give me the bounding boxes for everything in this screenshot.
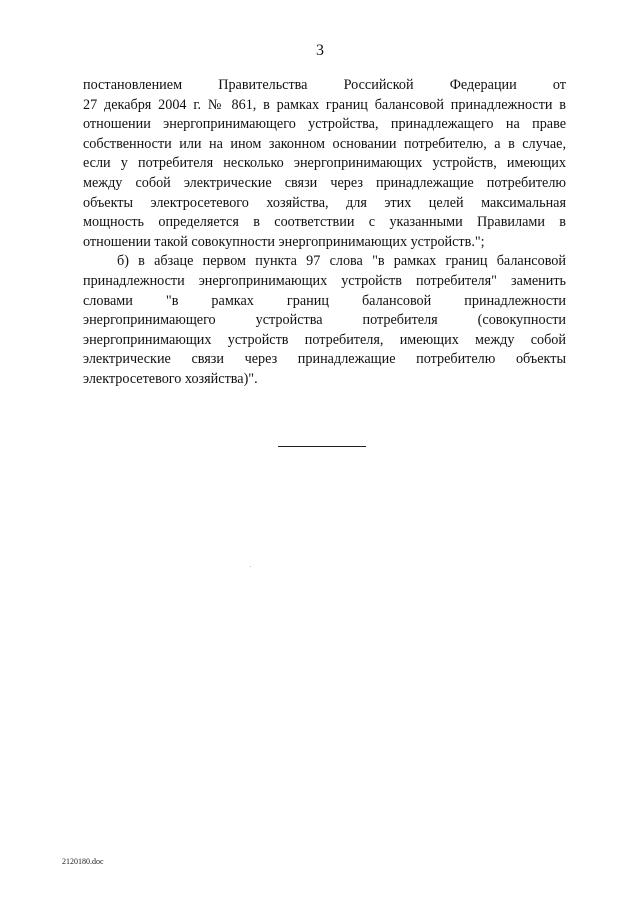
paragraph-2-line: электрические связи через принадлежащие потребителю объекты bbox=[83, 351, 566, 368]
paragraph-1-line: постановлением Правительства Российской Федерации от bbox=[83, 77, 566, 93]
paragraph-2-line: электросетевого хозяйства)". bbox=[83, 370, 258, 387]
paragraph-1-line: собственности или на ином законном основании потребителю, а в случае, bbox=[83, 135, 566, 152]
paragraph-2-line: энергопринимающих устройств потребителя, имеющих между собой bbox=[83, 331, 566, 348]
paragraph-2-line: б) в абзаце первом пункта 97 слова "в рамках границ балансовой bbox=[117, 253, 566, 270]
page-number: 3 bbox=[316, 42, 324, 59]
paragraph-1-line: мощность определяется в соответствии с указанными Правилами в bbox=[83, 214, 566, 231]
paragraph-1-line: отношении энергопринимающего устройства, принадлежащего на праве bbox=[83, 116, 566, 133]
paragraph-2-line: принадлежности энергопринимающих устройств потребителя" заменить bbox=[83, 272, 566, 289]
document-body bbox=[83, 76, 566, 390]
paragraph-2 bbox=[83, 252, 566, 389]
footer-filename: 2120180.doc bbox=[62, 857, 104, 866]
paragraph-2-line: словами "в рамках границ балансовой принадлежности bbox=[83, 292, 566, 309]
paragraph-1-line: 27 декабря 2004 г. № 861, в рамках границ балансовой принадлежности в bbox=[83, 96, 566, 113]
scan-speck bbox=[250, 566, 251, 567]
paragraph-1-line: если у потребителя несколько энергопринимающих устройств, имеющих bbox=[83, 155, 566, 172]
paragraph-1-line: отношении такой совокупности энергопринимающих устройств."; bbox=[83, 233, 485, 250]
paragraph-2-line: энергопринимающего устройства потребителя (совокупности bbox=[83, 312, 566, 329]
paragraph-1 bbox=[83, 76, 566, 252]
paragraph-1-line: между собой электрические связи через принадлежащие потребителю bbox=[83, 174, 566, 191]
end-separator-line bbox=[278, 446, 366, 447]
paragraph-1-line: объекты электросетевого хозяйства, для этих целей максимальная bbox=[83, 194, 566, 211]
